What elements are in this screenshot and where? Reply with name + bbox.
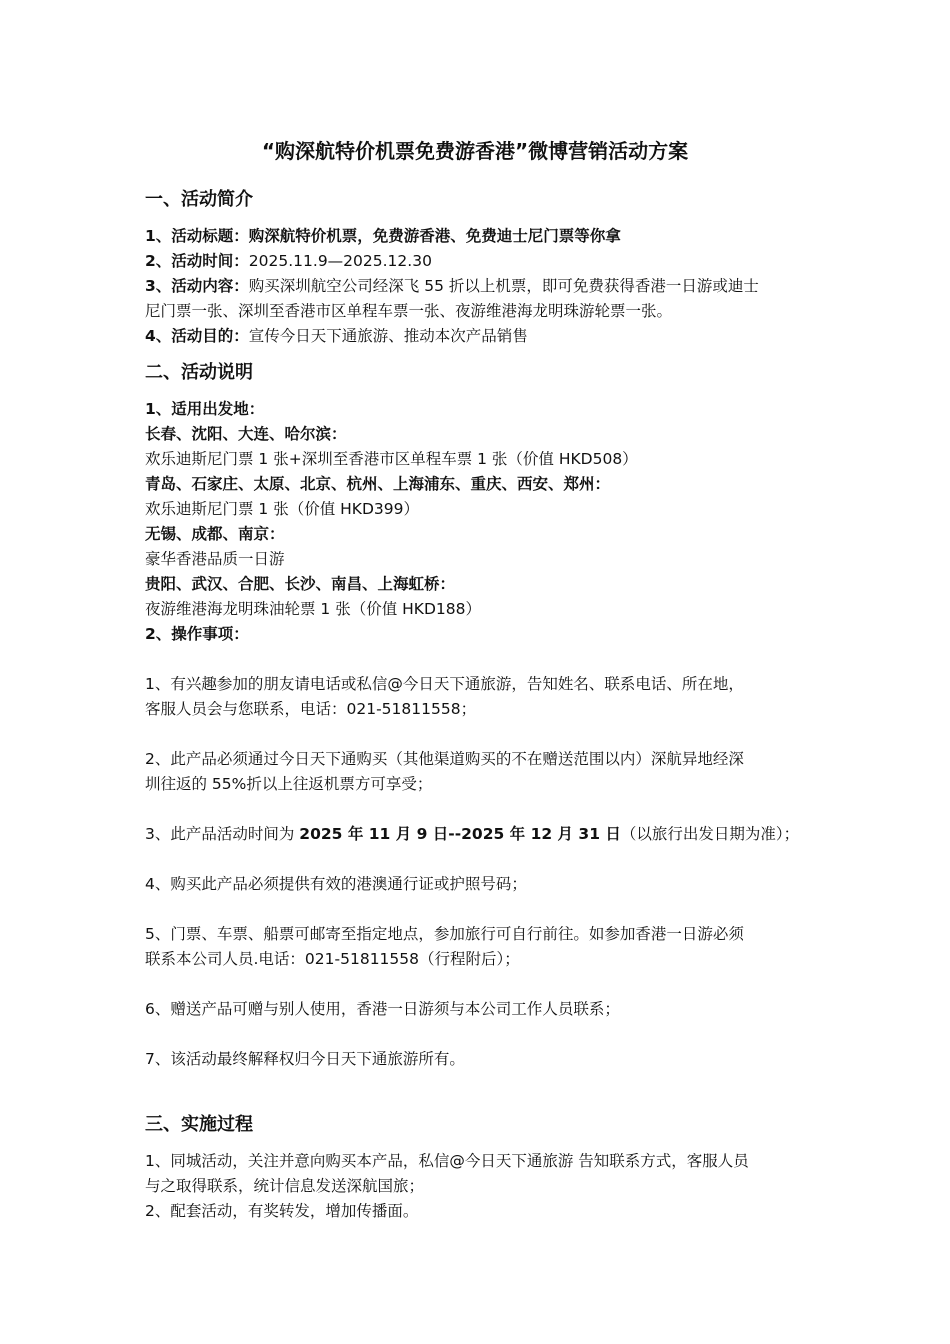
activity-time-line: [145, 249, 810, 274]
operation-3-suffix: （以旅行出发日期为准）；: [620, 825, 800, 843]
operation-3-dates: 2025 年 11 月 9 日--2025 年 12 月 31 日: [299, 825, 621, 843]
operation-5-line-2: 联系本公司人员.电话：021-51811558（行程附后）；: [145, 950, 520, 968]
section-heading-intro: 一、活动简介: [145, 189, 253, 210]
activity-title-value: 购深航特价机票，免费游香港、免费迪士尼门票等你拿: [248, 227, 621, 245]
operation-1-line-2: 客服人员会与您联系，电话：021-51811558；: [145, 700, 477, 718]
section-heading-description: 二、活动说明: [145, 362, 253, 383]
group1-cities: 长春、沈阳、大连、哈尔滨：: [145, 425, 347, 443]
group4-gift: 夜游维港海龙明珠油轮票 1 张（价值 HKD188）: [145, 600, 481, 618]
document-body: [145, 187, 810, 1224]
activity-content-label: 3、活动内容：: [145, 277, 249, 295]
operation-7-line: 7、该活动最终解释权归今日天下通旅游所有。: [145, 1050, 465, 1068]
activity-title-line: [145, 224, 810, 249]
operation-3-line: [145, 822, 810, 847]
document-title: “购深航特价机票免费游香港”微博营销活动方案: [261, 139, 689, 163]
operation-5-line-1: 5、门票、车票、船票可邮寄至指定地点，参加旅行可自行前往。如参加香港一日游必须: [145, 925, 744, 943]
group2-gift: 欢乐迪斯尼门票 1 张（价值 HKD399）: [145, 500, 419, 518]
group3-gift: 豪华香港品质一日游: [145, 550, 285, 568]
activity-content-line: [145, 274, 810, 299]
activity-time-value: 2025.11.9—2025.12.30: [248, 252, 432, 270]
group1-gift: 欢乐迪斯尼门票 1 张+深圳至香港市区单程车票 1 张（价值 HKD508）: [145, 450, 638, 468]
activity-purpose-label: 4、活动目的：: [145, 327, 249, 345]
departure-heading: 1、适用出发地：: [145, 400, 265, 418]
activity-purpose-value: 宣传今日天下通旅游、推动本次产品销售: [248, 327, 528, 345]
operation-2-line-2: 圳往返的 55%折以上往返机票方可享受；: [145, 775, 433, 793]
group4-cities: 贵阳、武汉、合肥、长沙、南昌、上海虹桥：: [145, 575, 456, 593]
step-2-line: 2、配套活动，有奖转发，增加传播面。: [145, 1202, 419, 1220]
operation-4-line: 4、购买此产品必须提供有效的港澳通行证或护照号码；: [145, 875, 527, 893]
group3-cities: 无锡、成都、南京：: [145, 525, 285, 543]
activity-title-label: 1、活动标题：: [145, 227, 249, 245]
section-heading-implementation: 三、实施过程: [145, 1114, 253, 1135]
operations-heading: 2、操作事项：: [145, 625, 249, 643]
activity-purpose-line: [145, 324, 810, 349]
operation-3-prefix: 3、此产品活动时间为: [145, 825, 300, 843]
group2-cities: 青岛、石家庄、太原、北京、杭州、上海浦东、重庆、西安、郑州：: [145, 475, 611, 493]
operation-6-line: 6、赠送产品可赠与别人使用，香港一日游须与本公司工作人员联系；: [145, 1000, 620, 1018]
step-1-line-1: 1、同城活动，关注并意向购买本产品，私信@今日天下通旅游 告知联系方式，客服人员: [145, 1152, 749, 1170]
activity-time-label: 2、活动时间：: [145, 252, 249, 270]
activity-content-line-2: 尼门票一张、深圳至香港市区单程车票一张、夜游维港海龙明珠游轮票一张。: [145, 302, 673, 320]
operation-1-line-1: 1、有兴趣参加的朋友请电话或私信@今日天下通旅游，告知姓名、联系电话、所在地，: [145, 675, 744, 693]
operation-2-line-1: 2、此产品必须通过今日天下通购买（其他渠道购买的不在赠送范围以内）深航异地经深: [145, 750, 744, 768]
step-1-line-2: 与之取得联系，统计信息发送深航国旅；: [145, 1177, 425, 1195]
activity-content-value-1: 购买深圳航空公司经深飞 55 折以上机票，即可免费获得香港一日游或迪士: [248, 277, 759, 295]
